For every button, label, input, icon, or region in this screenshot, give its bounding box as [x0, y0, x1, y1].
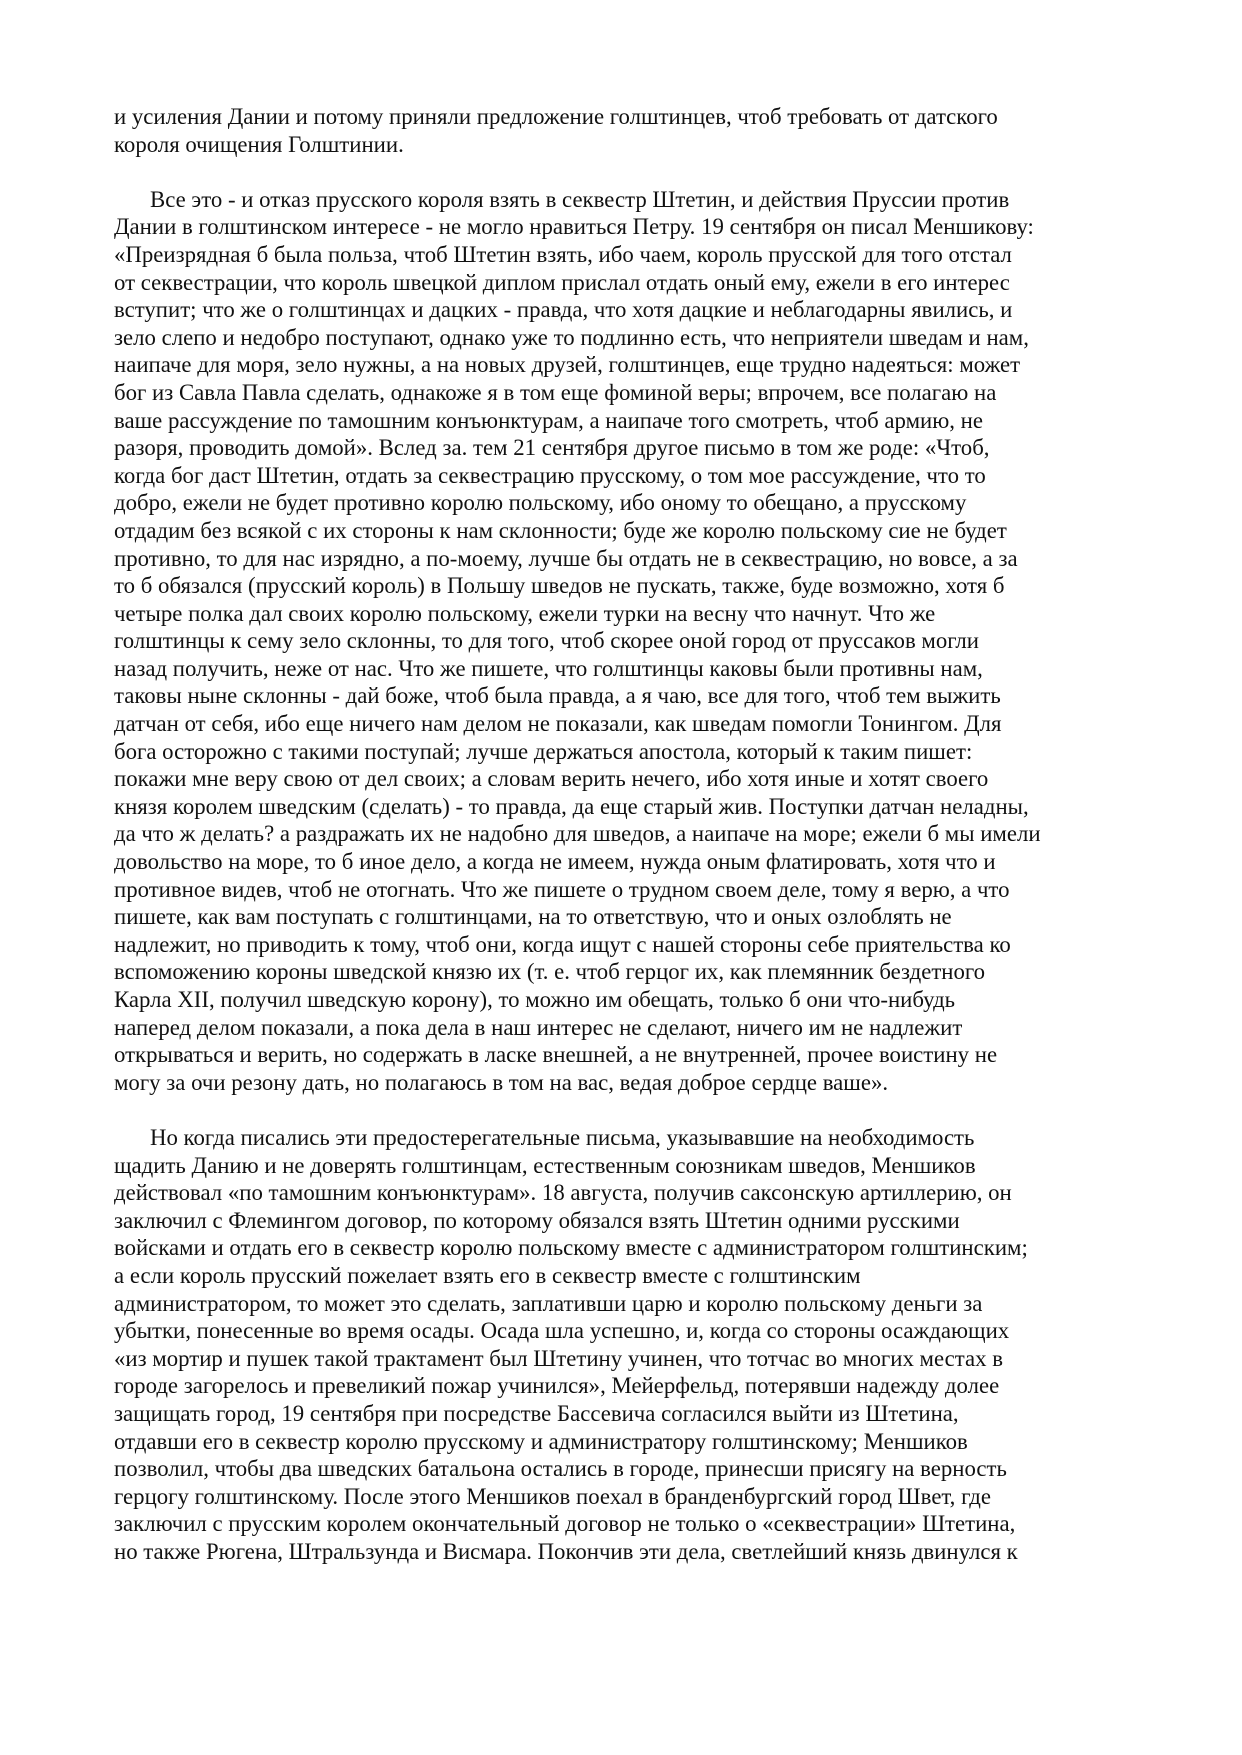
- text-line: когда бог даст Штетин, отдать за секвестрацию прусскому, о том мое рассуждение, что то: [114, 462, 986, 488]
- text-line: защищать город, 19 сентября при посредстве Бассевича согласился выйти из Штетина,: [114, 1400, 959, 1426]
- text-line: Все это - и отказ прусского короля взять в секвестр Штетин, и действия Пруссии против: [150, 186, 1010, 212]
- text-line: назад получить, неже от нас. Что же пишете, что голштинцы каковы были противны нам,: [114, 655, 983, 681]
- text-line: войсками и отдать его в секвестр королю польскому вместе с администратором голштинским;: [114, 1235, 1028, 1261]
- text-line: бог из Савла Павла сделать, однакоже я в том еще фоминой веры; впрочем, все полагаю на: [114, 379, 997, 405]
- text-line: администратором, то может это сделать, заплативши царю и королю польскому деньги за: [114, 1290, 983, 1316]
- text-line: надлежит, но приводить к тому, чтоб они, когда ищут с нашей стороны себе приятельства ко: [114, 931, 1011, 957]
- text-line: «Преизрядная б была польза, чтоб Штетин взять, ибо чаем, король прусской для того отстал: [114, 241, 1012, 267]
- paragraph-gap: [114, 158, 1134, 186]
- text-line: но также Рюгена, Штральзунда и Висмара. Покончив эти дела, светлейший князь двинулся к: [114, 1538, 1018, 1564]
- text-line: покажи мне веру свою от дел своих; а словам верить нечего, ибо хотя иные и хотят своего: [114, 766, 989, 792]
- text-line: убытки, понесенные во время осады. Осада шла успешно, и, когда со стороны осаждающих: [114, 1318, 1010, 1344]
- text-line: пишете, как вам поступать с голштинцами, на то ответствую, что и оных озлоблять не: [114, 904, 952, 930]
- text-line: да что ж делать? а раздражать их не надобно для шведов, а наипаче на море; ежели б мы имели: [114, 821, 1041, 847]
- paragraph: [114, 186, 1134, 1097]
- text-line: Карла XII, получил шведскую корону), то можно им обещать, только б они что-нибудь: [114, 987, 956, 1012]
- text-line: заключил с прусским королем окончательный договор не только о «секвестрации» Штетина,: [114, 1511, 1016, 1537]
- text-line: от секвестрации, что король швецкой диплом прислал отдать оный ему, ежели в его интерес: [114, 269, 1010, 295]
- text-line: противно, то для нас изрядно, а по-моему, лучше бы отдать не в секвестрацию, но вовсе, а за: [114, 545, 1018, 571]
- text-line: добро, ежели не будет противно королю польскому, ибо оному то обещано, а прусскому: [114, 490, 967, 516]
- text-line: заключил с Флемингом договор, по которому обязался взять Штетин одними русскими: [114, 1207, 960, 1233]
- text-line: наперед делом показали, а пока дела в наш интерес не сделают, ничего им не надлежит: [114, 1014, 963, 1040]
- text-line: действовал «по тамошним конъюнктурам». 18 августа, получив саксонскую артиллерию, он: [114, 1180, 1012, 1206]
- text-line: а если король прусский пожелает взять его в секвестр вместе с голштинским: [114, 1262, 861, 1288]
- text-line: позволил, чтобы два шведских батальона остались в городе, принесши присягу на верность: [114, 1456, 1007, 1482]
- text-line: разоря, проводить домой». Вслед за. тем 21 сентября другое письмо в том же роде: «Чтоб,: [114, 435, 990, 461]
- text-line: голштинцы к сему зело склонны, то для того, чтоб скорее оной город от пруссаков могли: [114, 628, 980, 654]
- text-line: четыре полка дал своих королю польскому, ежели турки на весну что начнут. Что же: [114, 600, 936, 626]
- text-line: Дании в голштинском интересе - не могло нравиться Петру. 19 сентября он писал Меншикову:: [114, 214, 1034, 240]
- text-line: могу за очи резону дать, но полагаюсь в том на вас, ведая доброе сердце ваше».: [114, 1069, 889, 1095]
- text-line: герцогу голштинскому. После этого Меншиков поехал в бранденбургский город Швет, где: [114, 1483, 992, 1509]
- text-line: Но когда писались эти предостерегательные письма, указывавшие на необходимость: [150, 1124, 975, 1150]
- text-line: вспоможению короны шведской князю их (т. е. чтоб герцог их, как племянник бездетного: [114, 959, 986, 985]
- text-line: городе загорелось и превеликий пожар учинился», Мейерфельд, потерявши надежду долее: [114, 1373, 1000, 1399]
- text-line: отдадим без всякой с их стороны к нам склонности; буде же королю польскому сие не будет: [114, 517, 1007, 543]
- paragraph: [114, 1124, 1134, 1566]
- text-line: бога осторожно с такими поступай; лучше держаться апостола, который к таким пишет:: [114, 738, 973, 764]
- text-line: короля очищения Голштинии.: [114, 131, 404, 157]
- text-line: таковы ныне склонны - дай боже, чтоб была правда, а я чаю, все для того, чтоб тем выжить: [114, 683, 1001, 709]
- text-line: отдавши его в секвестр королю прусскому и администратору голштинскому; Меншиков: [114, 1428, 968, 1454]
- text-line: зело слепо и недобро поступают, однако уже то подлинно есть, что неприятели шведам и нам,: [114, 324, 1029, 350]
- text-line: датчан от себя, ибо еще ничего нам делом не показали, как шведам помогли Тонингом. Для: [114, 711, 1002, 737]
- text-line: князя королем шведским (сделать) - то правда, да еще старый жив. Поступки датчан неладны,: [114, 793, 1029, 819]
- paragraph: [114, 103, 1134, 158]
- text-line: «из мортир и пушек такой трактамент был Штетину учинен, что тотчас во многих местах в: [114, 1345, 1003, 1371]
- document-body: [114, 103, 1134, 1565]
- text-line: противное видев, чтоб не отогнать. Что же пишете о трудном своем деле, тому я верю, а что: [114, 876, 1010, 902]
- text-line: вступит; что же о голштинцах и дацких - правда, что хотя дацкие и неблагодарны явились, и: [114, 297, 1013, 323]
- text-line: щадить Данию и не доверять голштинцам, естественным союзникам шведов, Меншиков: [114, 1152, 976, 1178]
- text-line: то б обязался (прусский король) в Польшу шведов не пускать, также, буде возможно, хотя б: [114, 573, 1005, 599]
- text-line: и усиления Дании и потому приняли предложение голштинцев, чтоб требовать от датского: [114, 104, 998, 129]
- paragraph-gap: [114, 1096, 1134, 1124]
- text-line: довольство на море, то б иное дело, а когда не имеем, нужда оным флатировать, хотя что и: [114, 849, 996, 875]
- text-line: открываться и верить, но содержать в ласке внешней, а не внутренней, прочее воистину не: [114, 1042, 998, 1068]
- text-line: ваше рассуждение по тамошним конъюнктурам, а наипаче того смотреть, чтоб армию, не: [114, 407, 983, 433]
- text-line: наипаче для моря, зело нужны, а на новых друзей, голштинцев, еще трудно надеяться: может: [114, 352, 1021, 378]
